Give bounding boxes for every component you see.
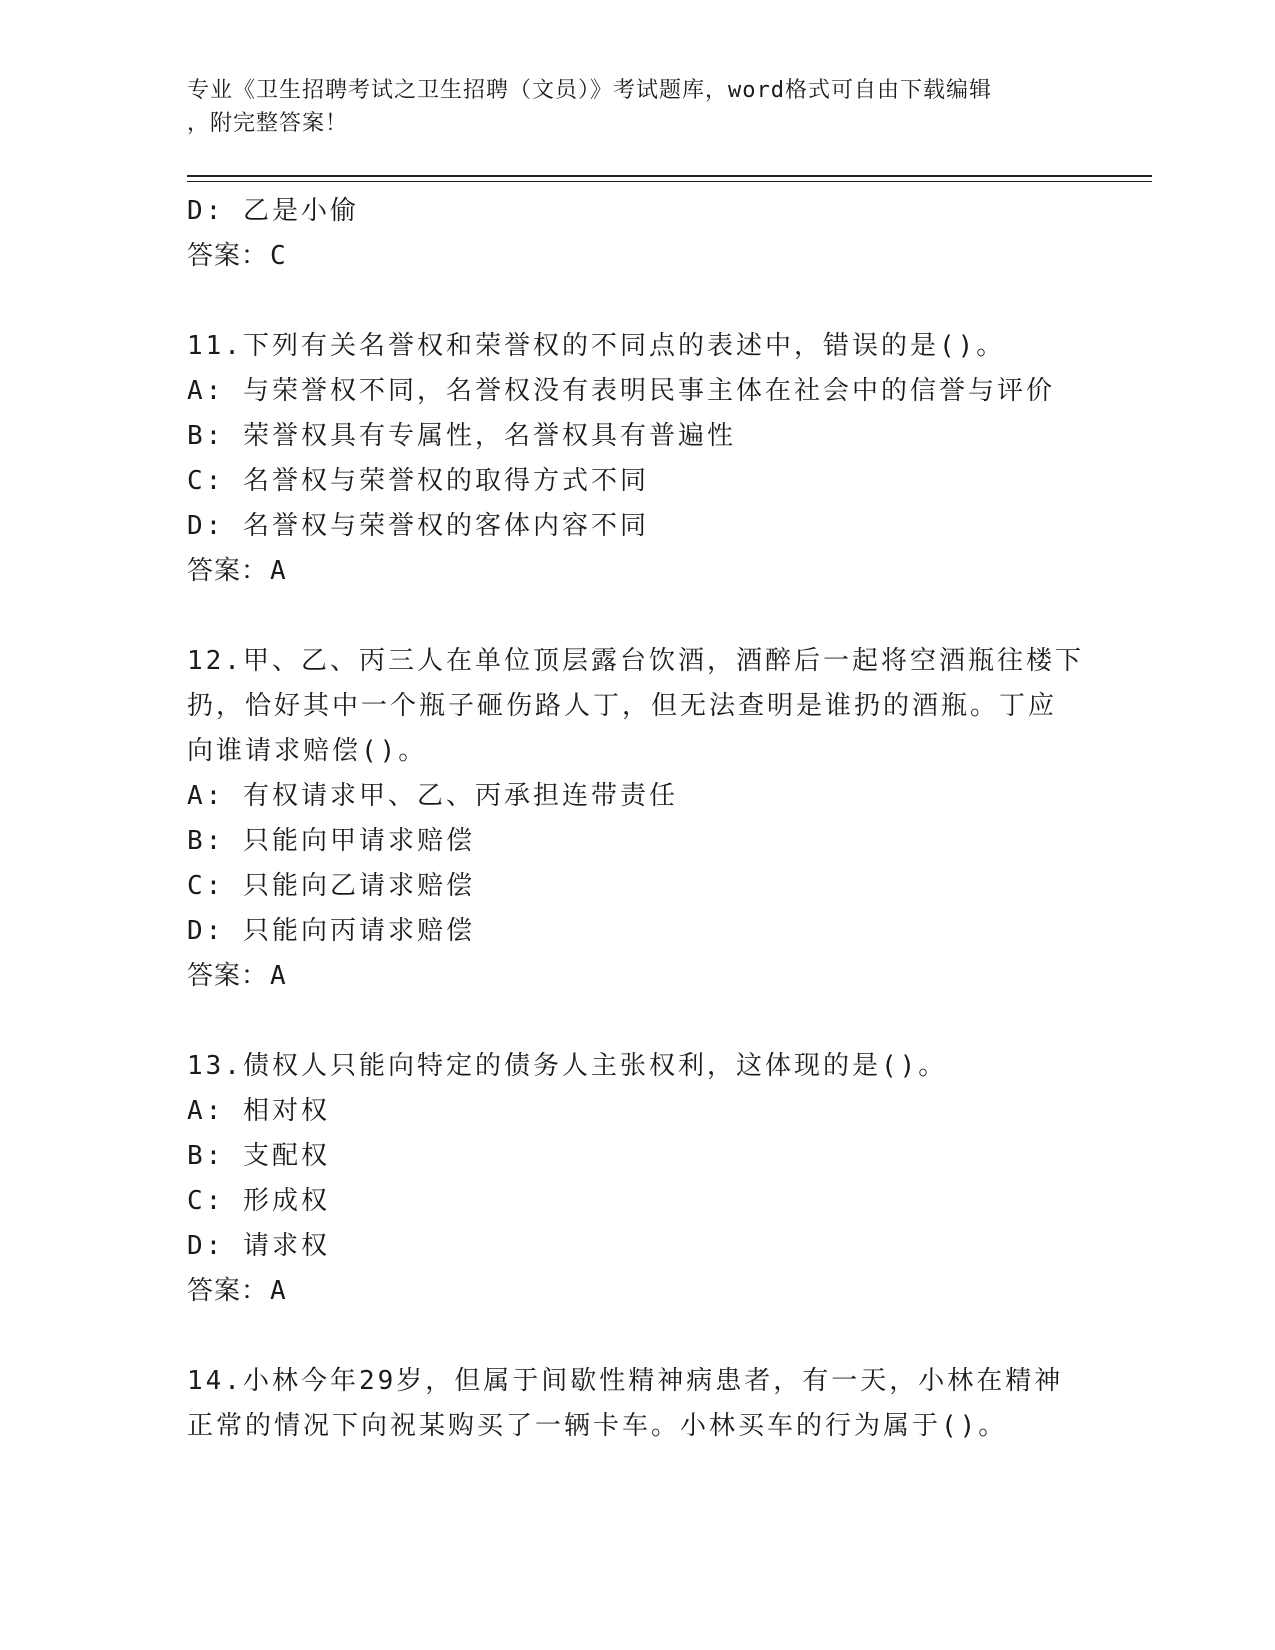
question-stem: 11.下列有关名誉权和荣誉权的不同点的表述中，错误的是()。 — [187, 331, 1006, 361]
header-line-2: ，附完整答案！ — [187, 111, 349, 136]
question-13 — [187, 1044, 1087, 1314]
answer-line — [187, 954, 1087, 999]
answer-label: 答案： — [187, 961, 269, 991]
option-a: A: 与荣誉权不同，名誉权没有表明民事主体在社会中的信誉与评价 — [187, 376, 1055, 406]
question-stem: 13.债权人只能向特定的债务人主张权利，这体现的是()。 — [187, 1051, 948, 1081]
answer-label: 答案： — [187, 556, 269, 586]
option-d: D: 只能向丙请求赔偿 — [187, 916, 475, 946]
question-list — [187, 189, 1087, 1449]
question-14 — [187, 1359, 1087, 1449]
answer-line — [187, 549, 1087, 594]
question-stem: 向谁请求赔偿()。 — [187, 736, 428, 766]
question-stem: 14.小林今年29岁，但属于间歇性精神病患者，有一天，小林在精神 — [187, 1366, 1064, 1396]
question-11 — [187, 324, 1087, 594]
option-d: D: 请求权 — [187, 1231, 330, 1261]
header-divider-thin — [187, 181, 1152, 182]
answer-line — [187, 234, 1087, 279]
question-stem: 扔，恰好其中一个瓶子砸伤路人丁，但无法查明是谁扔的酒瓶。丁应 — [187, 691, 1058, 721]
answer-value: C — [270, 241, 286, 271]
header-line-1: 专业《卫生招聘考试之卫生招聘（文员）》考试题库，word格式可自由下载编辑 — [187, 78, 992, 103]
answer-value: A — [270, 1276, 286, 1306]
option-a: A: 相对权 — [187, 1096, 330, 1126]
option-b: B: 荣誉权具有专属性，名誉权具有普遍性 — [187, 421, 736, 451]
option-c: C: 只能向乙请求赔偿 — [187, 871, 475, 901]
document-header — [187, 74, 1067, 140]
option-b: B: 只能向甲请求赔偿 — [187, 826, 475, 856]
answer-value: A — [270, 556, 286, 586]
option-b: B: 支配权 — [187, 1141, 330, 1171]
question-12 — [187, 639, 1087, 999]
option-a: A: 有权请求甲、乙、丙承担连带责任 — [187, 781, 678, 811]
option-c: C: 形成权 — [187, 1186, 330, 1216]
option-c: C: 名誉权与荣誉权的取得方式不同 — [187, 466, 649, 496]
option-d: D: 名誉权与荣誉权的客体内容不同 — [187, 511, 649, 541]
answer-value: A — [270, 961, 286, 991]
answer-label: 答案： — [187, 1276, 269, 1306]
option-d: D: 乙是小偷 — [187, 196, 359, 226]
header-divider-thick — [187, 175, 1152, 177]
answer-label: 答案： — [187, 241, 269, 271]
question-stem: 正常的情况下向祝某购买了一辆卡车。小林买车的行为属于()。 — [187, 1411, 1008, 1441]
question-stem: 12.甲、乙、丙三人在单位顶层露台饮酒，酒醉后一起将空酒瓶往楼下 — [187, 646, 1084, 676]
answer-line — [187, 1269, 1087, 1314]
